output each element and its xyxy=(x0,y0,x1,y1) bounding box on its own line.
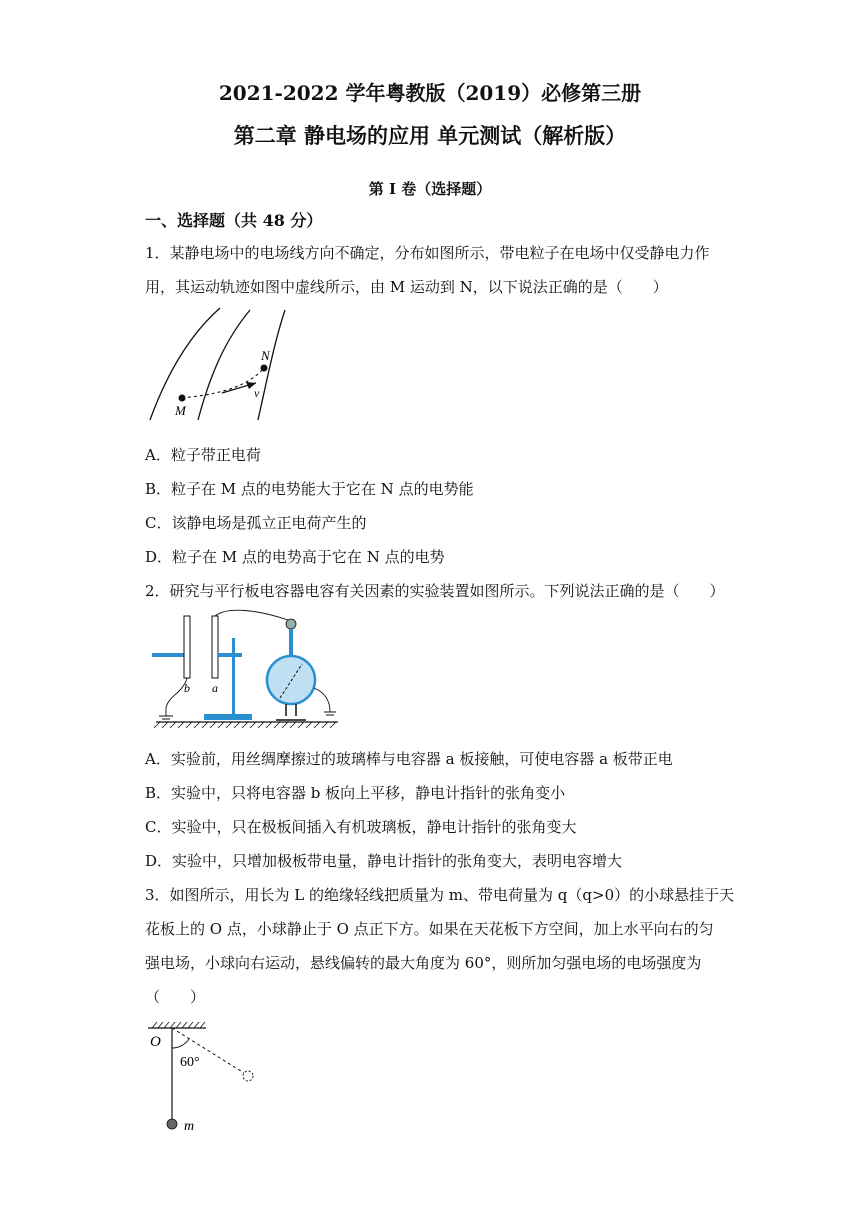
electrometer-knob xyxy=(286,619,296,629)
q1-option-b: B．粒子在 M 点的电势能大于它在 N 点的电势能 xyxy=(145,480,474,498)
label-v: v xyxy=(254,386,260,400)
document-title-line2: 第二章 静电场的应用 单元测试（解析版） xyxy=(233,123,627,148)
point-m xyxy=(179,395,186,402)
electrometer-case xyxy=(267,656,315,704)
deflected-ball xyxy=(243,1071,253,1081)
q2-option-c: C．实验中，只在极板间插入有机玻璃板，静电计指针的张角变大 xyxy=(145,818,577,836)
q2-option-d: D．实验中，只增加极板带电量，静电计指针的张角变大，表明电容增大 xyxy=(145,852,623,870)
q2-option-b: B．实验中，只将电容器 b 板向上平移，静电计指针的张角变小 xyxy=(145,784,566,802)
plate-b xyxy=(184,616,190,678)
electrometer-ground-wire xyxy=(314,688,330,712)
q1-electric-field-figure xyxy=(140,305,300,425)
label-m: M xyxy=(175,403,186,418)
volume-heading: 第 I 卷（选择题） xyxy=(368,180,492,198)
q3-pendulum-figure xyxy=(140,1018,270,1136)
q3-stem-line2: 花板上的 O 点，小球静止于 O 点正下方。如果在天花板下方空间，加上水平向右的匀 xyxy=(145,920,714,938)
plate-a xyxy=(212,616,218,678)
label-m: m xyxy=(184,1119,195,1134)
angle-arc xyxy=(172,1039,189,1048)
q2-stem-line1: 2．研究与平行板电容器电容有关因素的实验装置如图所示。下列说法正确的是（ ） xyxy=(145,582,725,600)
label-a: a xyxy=(212,681,218,695)
label-b: b xyxy=(184,681,190,695)
q1-stem-line1: 1．某静电场中的电场线方向不确定，分布如图所示，带电粒子在电场中仅受静电力作 xyxy=(145,244,710,262)
plate-a-rod xyxy=(218,653,242,657)
stand-pole xyxy=(232,638,235,716)
field-line-3 xyxy=(258,310,285,420)
field-line-2 xyxy=(198,310,250,420)
q3-stem-line3: 强电场，小球向右运动，悬线偏转的最大角度为 60°，则所加匀强电场的电场强度为 xyxy=(145,954,702,972)
q2-capacitor-apparatus-figure xyxy=(148,608,348,730)
q1-option-d: D．粒子在 M 点的电势高于它在 N 点的电势 xyxy=(145,548,445,566)
q3-stem-line4: （ ） xyxy=(145,988,206,1006)
label-angle: 60° xyxy=(180,1055,200,1070)
q1-option-a: A．粒子带正电荷 xyxy=(145,446,261,464)
q1-stem-line2: 用，其运动轨迹如图中虚线所示，由 M 运动到 N，以下说法正确的是（ ） xyxy=(145,278,668,296)
label-o: O xyxy=(150,1034,161,1050)
label-n: N xyxy=(261,348,270,363)
plate-b-rod xyxy=(152,653,186,657)
document-title-line1: 2021-2022 学年粤教版（2019）必修第三册 xyxy=(218,81,642,105)
section-heading: 一、选择题（共 48 分） xyxy=(145,211,323,230)
q1-option-c: C．该静电场是孤立正电荷产生的 xyxy=(145,514,367,532)
stand-base xyxy=(204,714,252,720)
q3-stem-line1: 3．如图所示，用长为 L 的绝缘轻线把质量为 m、带电荷量为 q（q>0）的小球悬挂于天 xyxy=(145,886,735,904)
q2-option-a: A．实验前，用丝绸摩擦过的玻璃棒与电容器 a 板接触，可使电容器 a 板带正电 xyxy=(145,750,673,768)
ball-m xyxy=(167,1119,177,1129)
point-n xyxy=(261,365,268,372)
connecting-wire xyxy=(215,610,288,620)
